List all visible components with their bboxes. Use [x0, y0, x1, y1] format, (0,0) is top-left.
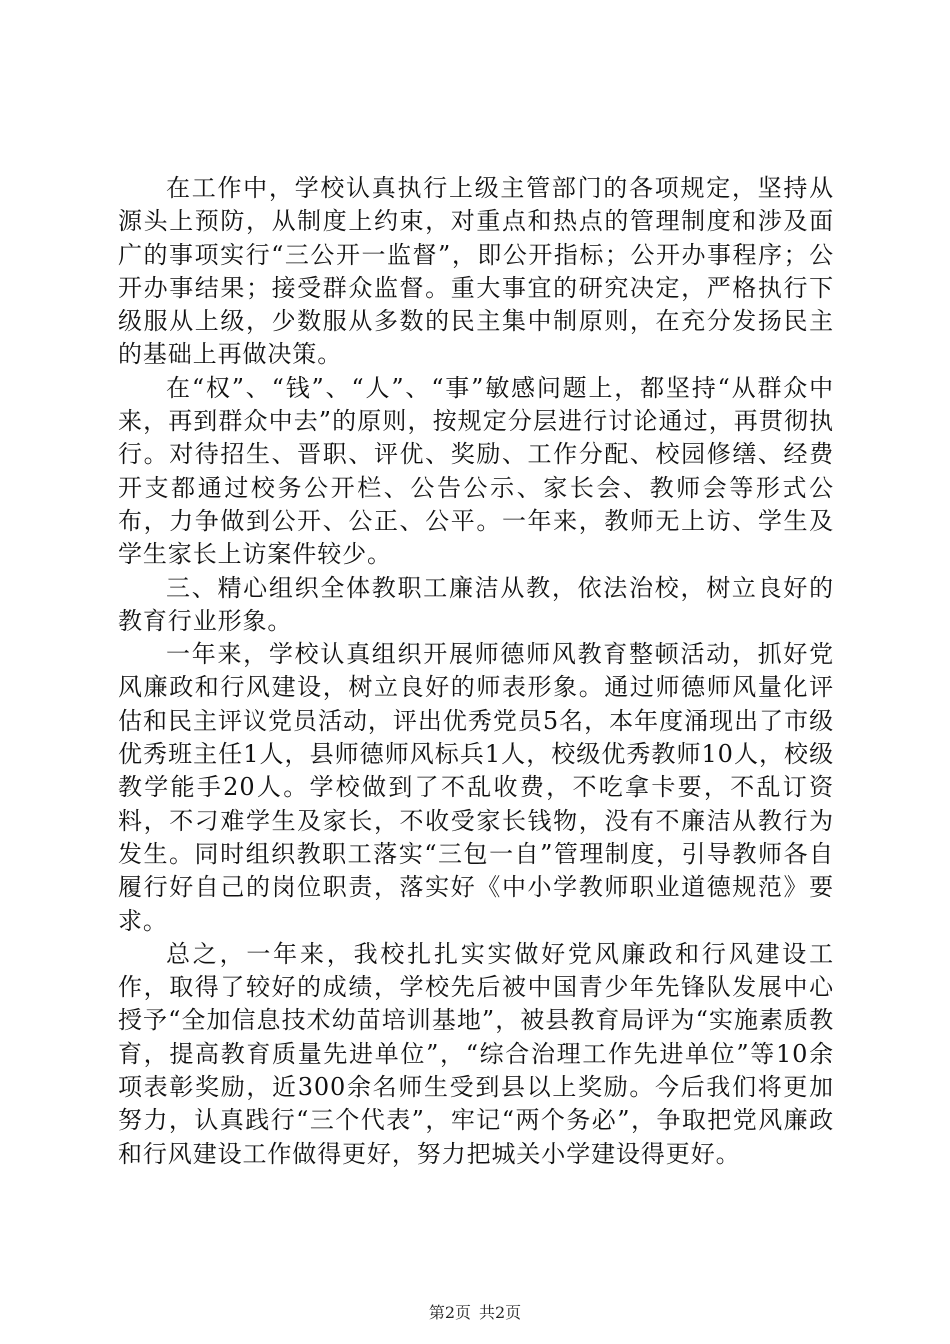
- paragraph-sensitive-issues: 在“权”、“钱”、“人”、“事”敏感问题上，都坚持“从群众中来，再到群众中去”的原则，按规定分层进行讨论通过，再贯彻执行。对待招生、晋职、评优、奖励、工作分配、校园修缮、经费开支都通过校务公开栏、公告公示、家长会、教师会等形式公布，力争做到公开、公正、公平。一年来，教师无上访、学生及学生家长上访案件较少。: [118, 373, 834, 569]
- section-heading-three: 三、精心组织全体教职工廉洁从教，依法治校，树立良好的教育行业形象。: [118, 573, 834, 635]
- paragraph-summary: 总之，一年来，我校扎扎实实做好党风廉政和行风建设工作，取得了较好的成绩，学校先后被中国青少年先锋队发展中心授予“全加信息技术幼苗培训基地”，被县教育局评为“实施素质教育，提高教育质量先进单位”，“综合治理工作先进单位”等10余项表彰奖励，近300余名师生受到县以上奖励。今后我们将更加努力，认真践行“三个代表”，牢记“两个务必”，争取把党风廉政和行风建设工作做得更好，努力把城关小学建设得更好。: [118, 939, 834, 1168]
- page-number-current: 第2页: [428, 1303, 471, 1322]
- paragraph-teacher-ethics: 一年来，学校认真组织开展师德师风教育整顿活动，抓好党风廉政和行风建设，树立良好的师表形象。通过师德师风量化评估和民主评议党员活动，评出优秀党员5名，本年度涌现出了市级优秀班主任1人，县师德师风标兵1人，校级优秀教师10人，校级教学能手20人。学校做到了不乱收费，不吃拿卡要，不乱订资料，不刁难学生及家长，不收受家长钱物，没有不廉洁从教行为发生。同时组织教职工落实“三包一自”管理制度，引导教师各自履行好自己的岗位职责，落实好《中小学教师职业道德规范》要求。: [118, 640, 834, 935]
- page-footer: [0, 1300, 950, 1323]
- document-body: [118, 172, 834, 1171]
- page-number-total: 共2页: [479, 1303, 522, 1322]
- paragraph-work-rules: 在工作中，学校认真执行上级主管部门的各项规定，坚持从源头上预防，从制度上约束，对重点和热点的管理制度和涉及面广的事项实行“三公开一监督”，即公开指标；公开办事程序；公开办事结果；接受群众监督。重大事宜的研究决定，严格执行下级服从上级，少数服从多数的民主集中制原则，在充分发扬民主的基础上再做决策。: [118, 174, 834, 369]
